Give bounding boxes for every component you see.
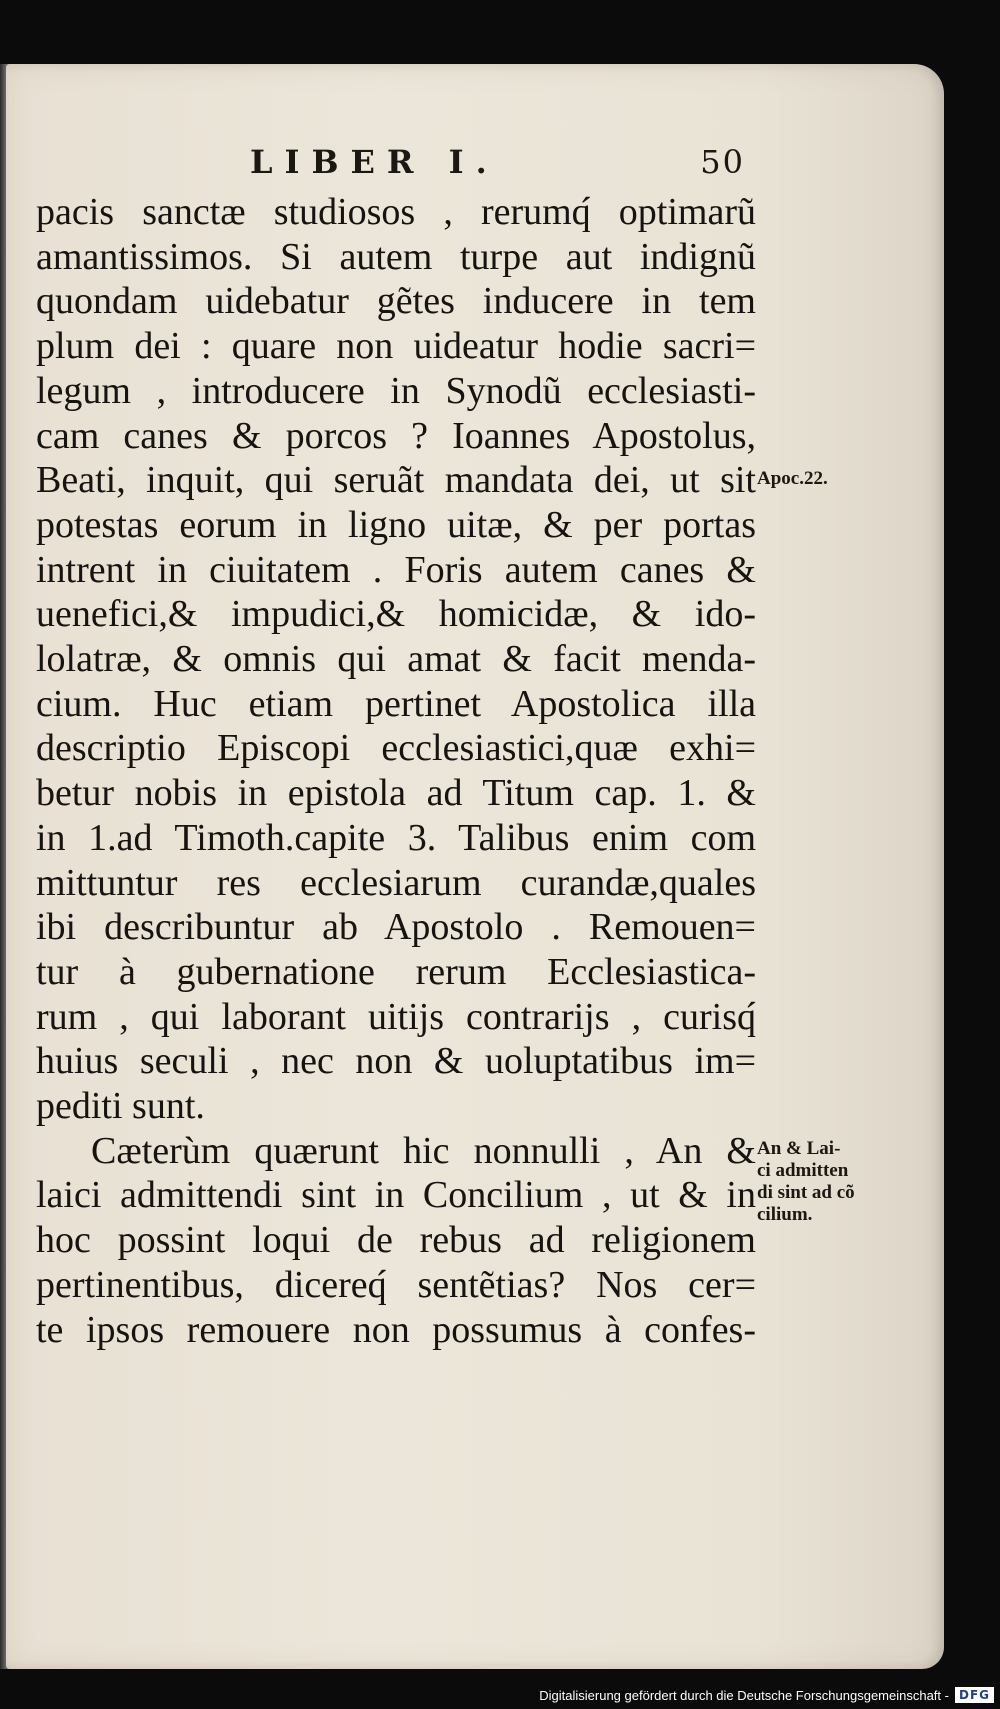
text-line: descriptio Episcopi ecclesiastici,quæ exhi=	[36, 727, 756, 770]
text-line: pediti sunt.	[36, 1085, 205, 1128]
text-line: Beati, inquit, qui seruãt mandata dei, ut sit	[36, 459, 756, 502]
text-line: quondam uidebatur gẽtes inducere in tem	[36, 280, 756, 323]
text-line: huius seculi , nec non & uoluptatibus im=	[36, 1040, 756, 1083]
text-line: pacis sanctæ studiosos , rerumq́ optimarũ	[36, 191, 756, 233]
text-line: mittuntur res ecclesiarum curandæ,quales	[36, 861, 756, 904]
text-line: rum , qui laborant uitijs contrarijs , curisq́	[36, 995, 756, 1038]
page-number: 50	[700, 143, 745, 181]
margin-note-line: di sint ad cõ	[757, 1182, 855, 1203]
text-line: potestas eorum in ligno uitæ, & per portas	[36, 503, 756, 546]
margin-note-laici	[757, 1138, 855, 1226]
credit-text: Digitalisierung gefördert durch die Deutsche Forschungsgemeinschaft -	[539, 1687, 949, 1703]
margin-note-line: An & Lai-	[757, 1138, 841, 1159]
text-line: te ipsos remouere non possumus à confes-	[36, 1308, 756, 1351]
margin-note-line: cilium.	[757, 1204, 813, 1225]
running-title: LIBER I.	[250, 143, 499, 181]
text-line: tur à gubernatione rerum Ecclesiastica-	[36, 950, 756, 993]
text-line: uenefici,& impudici,& homicidæ, & ido-	[36, 593, 756, 636]
digitization-credit	[539, 1683, 994, 1707]
text-line: legum , introducere in Synodũ ecclesiasti-	[36, 369, 756, 412]
text-line-paragraph-start: Cæterùm quærunt hic nonnulli , An &	[91, 1129, 756, 1172]
page-header	[250, 143, 745, 183]
text-line: hoc possint loqui de rebus ad religionem	[36, 1219, 756, 1262]
text-line: plum dei : quare non uideatur hodie sacri=	[36, 325, 756, 368]
text-line: cium. Huc etiam pertinet Apostolica illa	[36, 682, 756, 725]
text-line: lolatræ, & omnis qui amat & facit menda-	[36, 638, 756, 681]
text-line: laici admittendi sint in Concilium , ut & in	[36, 1174, 756, 1217]
text-line: cam canes & porcos ? Ioannes Apostolus,	[36, 414, 756, 457]
text-line: betur nobis in epistola ad Titum cap. 1. &	[36, 772, 756, 815]
text-line: in 1.ad Timoth.capite 3. Talibus enim com	[36, 816, 756, 859]
main-text-block	[36, 190, 756, 1352]
text-line: ibi describuntur ab Apostolo . Remouen=	[36, 906, 756, 949]
text-line: pertinentibus, dicereq́ sentẽtias? Nos cer=	[36, 1263, 756, 1306]
dfg-logo: DFG	[955, 1687, 994, 1703]
text-line: amantissimos. Si autem turpe aut indignũ	[36, 235, 756, 278]
margin-note-apoc: Apoc.22.	[757, 468, 828, 489]
margin-note-line: ci admitten	[757, 1160, 849, 1181]
text-line: intrent in ciuitatem . Foris autem canes &	[36, 548, 756, 591]
